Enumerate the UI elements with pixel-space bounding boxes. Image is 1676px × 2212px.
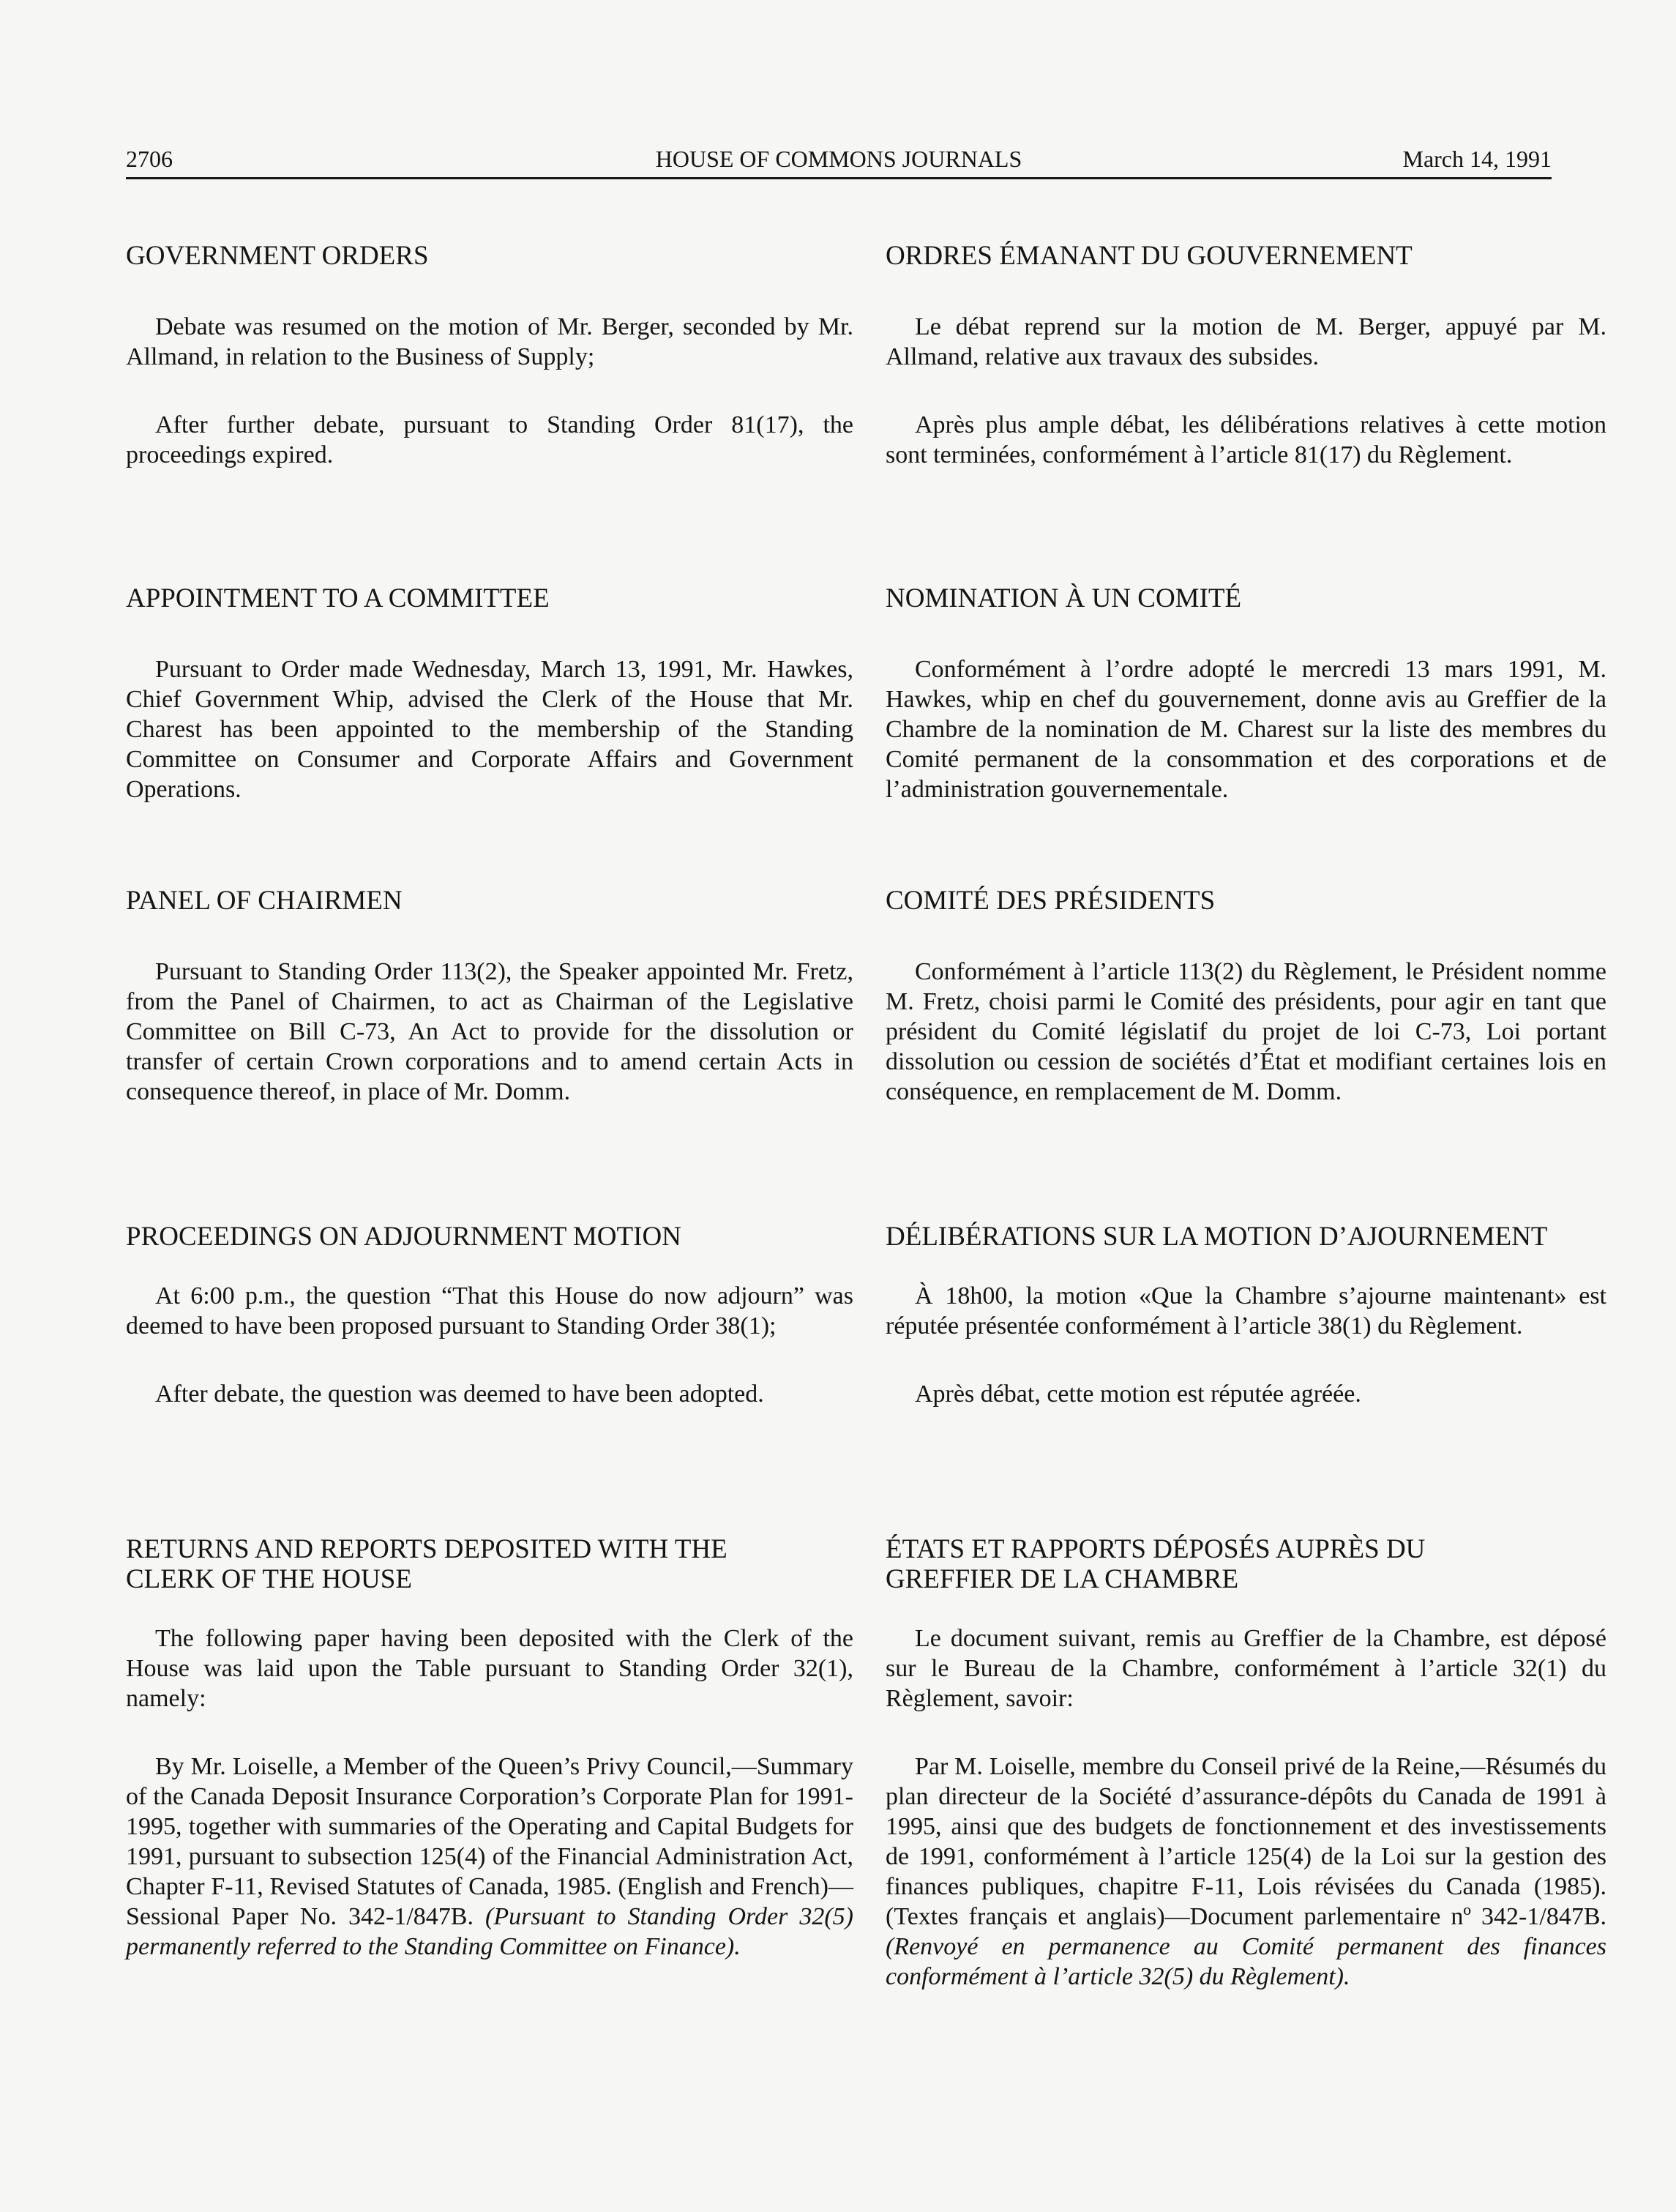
referral-note: (Renvoyé en permanence au Comité permanent des finances conformément à l’article 32(5) du Règlement). <box>886 1933 1606 1990</box>
paragraph-with-note <box>886 1752 1606 1992</box>
section-heading: APPOINTMENT TO A COMMITTEE <box>126 583 550 613</box>
paragraph: Le document suivant, remis au Greffier de la Chambre, est déposé sur le Bureau de la Chambre, conformément à l’article 32(1) du Règlement, savoir: <box>886 1625 1606 1712</box>
journal-date: March 14, 1991 <box>1402 146 1552 172</box>
section-heading: PANEL OF CHAIRMEN <box>126 886 403 916</box>
paragraph: Conformément à l’ordre adopté le mercredi 13 mars 1991, M. Hawkes, whip en chef du gouvernement, donne avis au Greffier de la Chambre de la nomination de M. Charest sur la liste des membres du Comité permanent de la consommation et des corporations et de l’administration gouvernementale. <box>886 656 1606 803</box>
paragraph: Pursuant to Standing Order 113(2), the Speaker appointed Mr. Fretz, from the Panel of Chairmen, to act as Chairman of the Legislative Committee on Bill C-73, An Act to provide for the dissolution or transfer of certain Crown corporations and to amend certain Acts in consequence thereof, in place of Mr. Domm. <box>126 958 853 1105</box>
section-adjournment-fr <box>886 1222 1606 1409</box>
heading-line: CLERK OF THE HOUSE <box>126 1564 412 1594</box>
section-heading: COMITÉ DES PRÉSIDENTS <box>886 886 1216 916</box>
heading-line: GREFFIER DE LA CHAMBRE <box>886 1564 1239 1594</box>
section-heading: ORDRES ÉMANANT DU GOUVERNEMENT <box>886 241 1413 271</box>
referral-note: (Pursuant to Standing Order 32(5) permanently referred to the Standing Committee on Finance). <box>126 1903 853 1960</box>
paragraph: À 18h00, la motion «Que la Chambre s’ajourne maintenant» est réputée présentée conformément à l’article 38(1) du Règlement. <box>886 1282 1606 1339</box>
paragraph: After debate, the question was deemed to have been adopted. <box>155 1380 764 1408</box>
heading-line: RETURNS AND REPORTS DEPOSITED WITH THE <box>126 1534 727 1564</box>
paragraph: At 6:00 p.m., the question “That this House do now adjourn” was deemed to have been proposed pursuant to Standing Order 38(1); <box>126 1282 853 1339</box>
paragraph: Conformément à l’article 113(2) du Règlement, le Président nomme M. Fretz, choisi parmi le Comité des présidents, pour agir en tant que président du Comité législatif du projet de loi C-73, Loi portant dissolution ou cession de sociétés d’État et modifiant certaines lois en conséquence, en remplacement de M. Domm. <box>886 958 1606 1105</box>
section-heading: PROCEEDINGS ON ADJOURNMENT MOTION <box>126 1222 681 1252</box>
paragraph: Pursuant to Order made Wednesday, March 13, 1991, Mr. Hawkes, Chief Government Whip, advised the Clerk of the House that Mr. Charest has been appointed to the membership of the Standing Committee on Consumer and Corporate Affairs and Government Operations. <box>126 656 853 803</box>
section-heading <box>126 1534 853 1594</box>
heading-line: ÉTATS ET RAPPORTS DÉPOSÉS AUPRÈS DU <box>886 1534 1426 1564</box>
running-header <box>126 143 1552 179</box>
paragraph-text: Par M. Loiselle, membre du Conseil privé de la Reine,—Résumés du plan directeur de la Société d’assurance-dépôts du Canada de 1991 à 1995, ainsi que des budgets de fonctionnement et des investissements de 1991, conformément à l’article 125(4) de la Loi sur la gestion des finances publiques, chapitre F-11, Lois révisées du Canada (1985). (Textes français et anglais)—Document parlementaire nº 342-1/847B. <box>886 1753 1606 1930</box>
paragraph-text: By Mr. Loiselle, a Member of the Queen’s Privy Council,—Summary of the Canada Deposit Insurance Corporation’s Corporate Plan for 1991-1995, together with summaries of the Operating and Capital Budgets for 1991, pursuant to subsection 125(4) of the Financial Administration Act, Chapter F-11, Revised Statutes of Canada, 1985. (English and French)—Sessional Paper No. 342-1/847B. <box>126 1753 853 1930</box>
paragraph-with-note <box>126 1752 853 1962</box>
section-appointment-fr <box>886 583 1606 804</box>
section-heading: GOVERNMENT ORDERS <box>126 241 429 271</box>
section-heading <box>886 1534 1606 1594</box>
paragraph: After further debate, pursuant to Standing Order 81(17), the proceedings expired. <box>126 411 853 468</box>
section-heading: NOMINATION À UN COMITÉ <box>886 583 1242 613</box>
section-returns-reports-fr <box>886 1534 1606 1992</box>
section-panel-of-chairmen-en <box>126 886 853 1107</box>
paragraph: The following paper having been deposited with the Clerk of the House was laid upon the Table pursuant to Standing Order 32(1), namely: <box>126 1625 853 1712</box>
section-government-orders-fr <box>886 241 1606 470</box>
section-returns-reports-en <box>126 1534 853 1962</box>
paragraph: Après plus ample débat, les délibérations relatives à cette motion sont terminées, conformément à l’article 81(17) du Règlement. <box>886 411 1606 468</box>
paragraph: Le débat reprend sur la motion de M. Berger, appuyé par M. Allmand, relative aux travaux des subsides. <box>886 313 1606 370</box>
paragraph: Debate was resumed on the motion of Mr. Berger, seconded by Mr. Allmand, in relation to the Business of Supply; <box>126 313 853 370</box>
section-heading: DÉLIBÉRATIONS SUR LA MOTION D’AJOURNEMENT <box>886 1222 1548 1252</box>
section-government-orders-en <box>126 241 853 470</box>
page-number: 2706 <box>126 146 173 172</box>
section-adjournment-en <box>126 1222 853 1409</box>
section-panel-of-chairmen-fr <box>886 886 1606 1107</box>
section-appointment-en <box>126 583 853 804</box>
journal-title: HOUSE OF COMMONS JOURNALS <box>655 146 1022 172</box>
paragraph: Après débat, cette motion est réputée agréée. <box>915 1380 1361 1408</box>
